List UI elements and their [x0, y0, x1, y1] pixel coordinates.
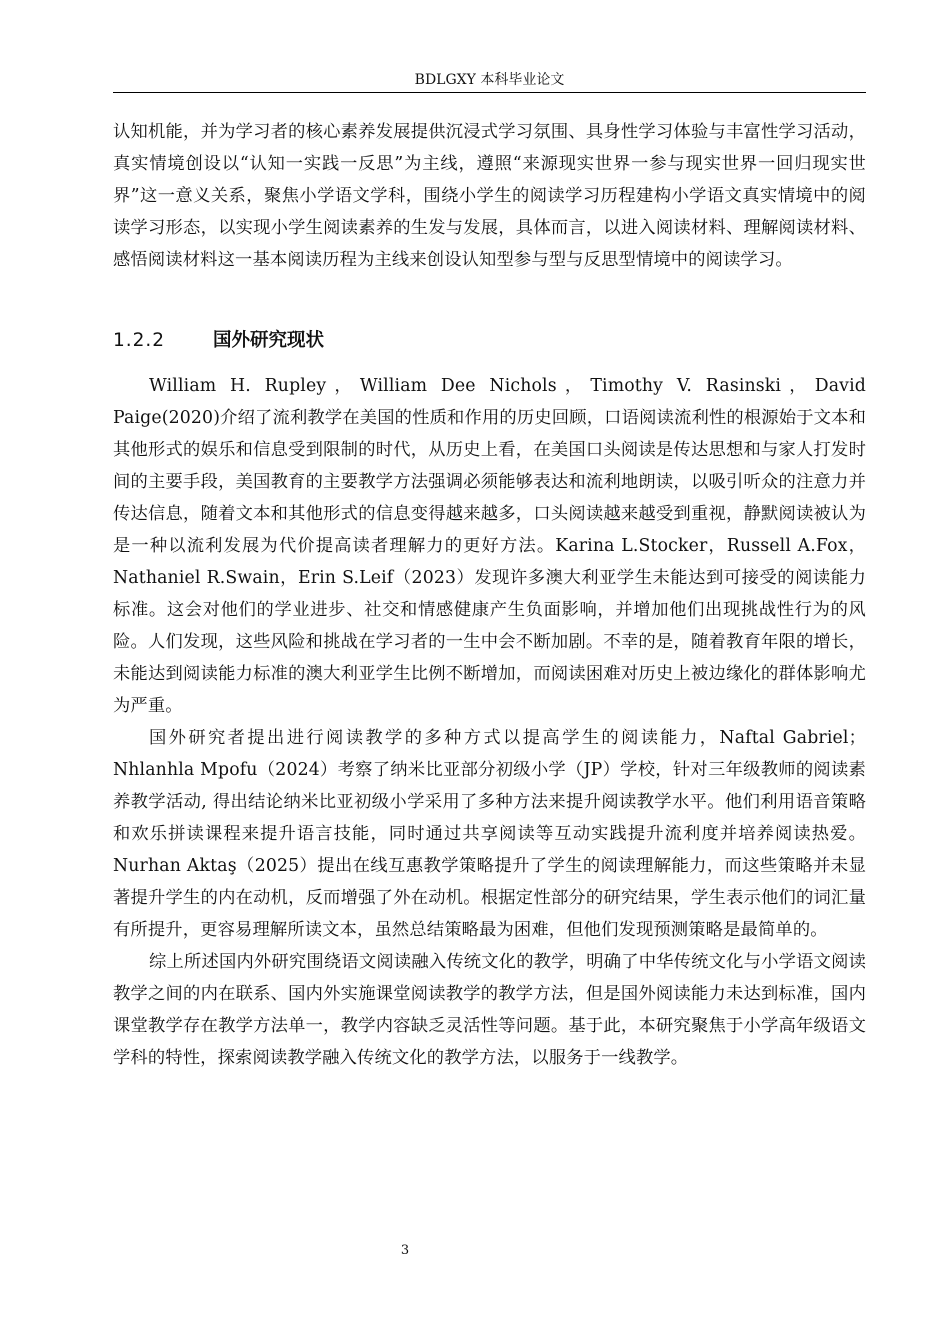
intro-block [113, 116, 866, 276]
intro-paragraph: 认知机能，并为学习者的核心素养发展提供沉浸式学习氛围、具身性学习体验与丰富性学习活动，真实情境创设以“认知一实践一反思”为主线，遵照“来源现实世界一参与现实世界一回归现实世界”这一意义关系，聚焦小学语文学科，围绕小学生的阅读学习历程建构小学语文真实情境中的阅读学习形态，以实现小学生阅读素养的生发与发展，具体而言，以进入阅读材料、理解阅读材料、感悟阅读材料这一基本阅读历程为主线来创设认知型参与型与反思型情境中的阅读学习。 [113, 122, 866, 270]
header-rule [113, 92, 866, 93]
running-header: BDLGXY 本科毕业论文 [414, 72, 565, 88]
foreign-research-block [113, 370, 866, 1074]
body-paragraph-gabriel: 国外研究者提出进行阅读教学的多种方式以提高学生的阅读能力，Naftal Gabriel；Nhlanhla Mpofu（2024）考察了纳米比亚部分初级小学（JP）学校，针对三年级教师的阅读素养教学活动, 得出结论纳米比亚初级小学采用了多种方法来提升阅读教学水平。他们利用语音策略和欢乐拼读课程来提升语言技能，同时通过共享阅读等互动实践提升流利度并培养阅读热爱。Nurhan Aktaş（2025）提出在线互惠教学策略提升了学生的阅读理解能力，而这些策略并未显著提升学生的内在动机，反而增强了外在动机。根据定性部分的研究结果，学生表示他们的词汇量有所提升，更容易理解所读文本，虽然总结策略最为困难，但他们发现预测策略是最简单的。 [113, 728, 866, 940]
section-heading [113, 324, 324, 358]
body-paragraph-summary: 综上所述国内外研究围绕语文阅读融入传统文化的教学，明确了中华传统文化与小学语文阅读教学之间的内在联系、国内外实施课堂阅读教学的教学方法，但是国外阅读能力未达到标准，国内课堂教学存在教学方法单一，教学内容缺乏灵活性等问题。基于此，本研究聚焦于小学高年级语文学科的特性，探索阅读教学融入传统文化的教学方法，以服务于一线教学。 [113, 952, 866, 1068]
body-paragraph-rupley: William H. Rupley，William Dee Nichols，Timothy V. Rasinski，David Paige(2020)介绍了流利教学在美国的性质和作用的历史回顾，口语阅读流利性的根源始于文本和其他形式的娱乐和信息受到限制的时代，从历史上看，在美国口头阅读是传达思想和与家人打发时间的主要手段，美国教育的主要教学方法强调必须能够表达和流利地朗读，以吸引听众的注意力并传达信息，随着文本和其他形式的信息变得越来越多，口头阅读越来越受到重视，静默阅读被认为是一种以流利发展为代价提高读者理解力的更好方法。Karina L.Stocker，Russell A.Fox，Nathaniel R.Swain，Erin S.Leif（2023）发现许多澳大利亚学生未能达到可接受的阅读能力标准。这会对他们的学业进步、社交和情感健康产生负面影响，并增加他们出现挑战性行为的风险。人们发现，这些风险和挑战在学习者的一生中会不断加剧。不幸的是，随着教育年限的增长，未能达到阅读能力标准的澳大利亚学生比例不断增加，而阅读困难对历史上被边缘化的群体影响尤为严重。 [113, 376, 866, 716]
section-title: 国外研究现状 [213, 330, 325, 351]
page-number: 3 [400, 1243, 410, 1258]
section-number: 1.2.2 [113, 330, 166, 351]
